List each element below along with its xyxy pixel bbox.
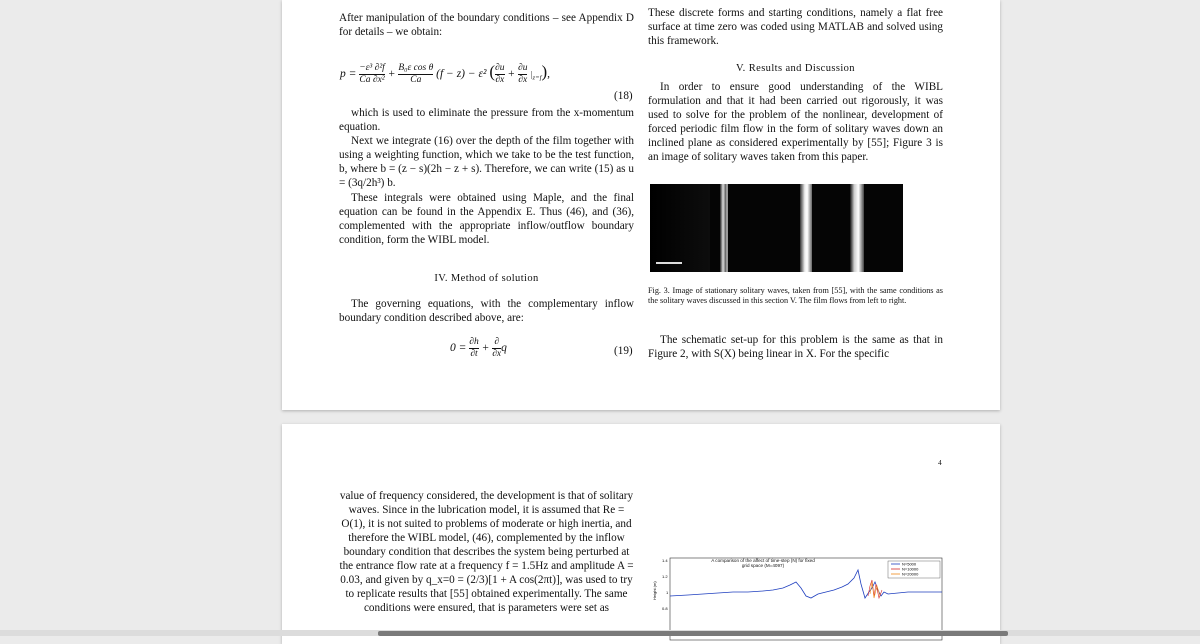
para-schematic: The schematic set-up for this problem is the same as that in Figure 2, with S(X) being linear in X. For the specific [648,334,943,360]
figure-3-image [650,184,903,272]
intro-paragraph: After manipulation of the boundary conditions – see Appendix D for details – we obtain: [339,12,634,38]
legend-n20000: N=20000 [902,571,919,577]
para-governing: The governing equations, with the complementary inflow boundary condition described above, are: [339,298,634,324]
para-integrals: These integrals were obtained using Maple, and the final equation can be found in the Appendix E. Thus (46), and (36), complemented with the appropriate inflow/outflow boundary condition, form the WIBL model. [339,192,634,246]
para-integrate: Next we integrate (16) over the depth of the film together with using a weighting function, which we take to be the test function, b, where b = (z − s)(2h − z + s). Therefore, we can write (15) as u = (3q/2h³) b. [339,135,634,189]
para-which: which is used to eliminate the pressure from the x-momentum equation. [339,107,634,133]
para-value-frequency: value of frequency considered, the development is that of solitary waves. Since in the lubrication model, it is assumed that Re = O(1), it is not suited to problems of moderate or high inertia, and therefore the WIBL model, (46), complemented by the inflow boundary condition that describes the system being perturbed at the entrance flow rate at a frequency f = 1.5Hz and amplitude A = 0.03, and given by q_x=0 = (2/3)[1 + A cos(2πt)], was used to try to replicate results that [55] obtained experimentally. The same conditions were ensured, that is parameters were set as [339,490,634,614]
legend-n10000: N=10000 [902,566,919,572]
equation-19: 0 = $\frac{\partial h}{\partial t}$ + ∂ ∂x q [450,337,507,359]
plot-canvas [648,552,948,642]
figure-3-caption: Fig. 3. Image of stationary solitary waves, taken from [55], with the same conditions as the solitary waves discussed in this section V. The film flows from left to right. [648,286,943,305]
equation-19-number: (19) [614,345,633,357]
horizontal-scrollbar-thumb[interactable] [378,631,1008,636]
plot-ylabel: Height (m) [652,581,657,600]
ytick-label: 0.8 [662,606,668,611]
plot-title: A comparison of the affect of time-step (N) for fixed grid space (M=4097) [711,558,815,568]
legend-n5000: N=5000 [902,561,917,567]
page-number: 4 [938,458,942,467]
pdf-page-3 [282,0,1000,410]
equation-18: p = $\frac{\text{−ε³ ∂²f}}{\text{Ca ∂x²}}$ + $\frac{\text{B₀ε cos θ}}{Ca}$ (f − z) − ε² ( $\frac{\partial u}{\partial x}$ + $\frac{\partial u}{\partial x}$ $|_{z=f}$), [340,62,551,85]
section-v-heading: V. Results and Discussion [736,63,855,74]
section-iv-heading: IV. Method of solution [434,273,539,284]
ytick-label: 1.2 [662,574,668,579]
comparison-plot [648,552,948,642]
equation-18-number: (18) [614,90,633,102]
para-order: In order to ensure good understanding of the WIBL formulation and that it had been carried out rigorously, it was used to solve for the problem of the nonlinear, development of forced periodic film flow in the form of solitary waves down an inclined plane as considered experimentally by [55]; Figure 3 is an image of solitary waves taken from this paper. [648,81,943,163]
right-intro-paragraph: These discrete forms and starting conditions, namely a flat free surface at time zero was coded using MATLAB and solved using this framework. [648,7,943,47]
pdf-page-4 [282,424,1000,644]
ytick-label: 1.4 [662,558,668,563]
ytick-label: 1 [666,590,669,595]
